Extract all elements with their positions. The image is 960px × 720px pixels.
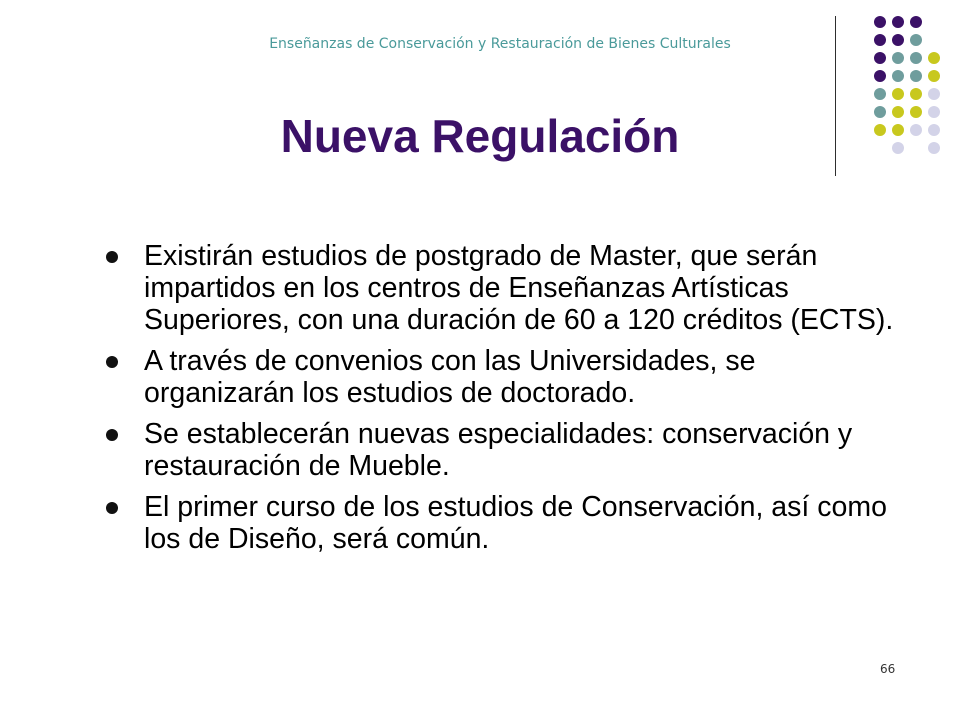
bullet-dot-icon [106,502,118,514]
decorative-dot [928,124,940,136]
course-header: Enseñanzas de Conservación y Restauración de Bienes Culturales [269,36,731,52]
bullet-item [104,240,904,336]
decorative-dot [892,142,904,154]
decorative-dot [910,106,922,118]
bullet-text: Existirán estudios de postgrado de Master, que serán impartidos en los centros de Enseñanzas Artísticas Superiores, con una duración de 60 a 120 créditos (ECTS). [144,240,894,336]
decorative-dot [892,52,904,64]
decorative-dot [910,52,922,64]
page-number: 66 [880,662,896,676]
decorative-dot [874,70,886,82]
decorative-dot [874,34,886,46]
decorative-dot [928,142,940,154]
decorative-dot [910,88,922,100]
decorative-dot [910,16,922,28]
decorative-dot [892,16,904,28]
decorative-dot [892,34,904,46]
decorative-dot [928,52,940,64]
bullet-list [104,240,904,564]
decorative-dot [910,70,922,82]
decorative-dot [928,70,940,82]
decorative-divider-line [835,16,836,176]
decorative-dot [910,124,922,136]
bullet-text: Se establecerán nuevas especialidades: conservación y restauración de Mueble. [144,418,853,482]
bullet-dot-icon [106,356,118,368]
bullet-item [104,418,904,482]
decorative-dot [874,52,886,64]
bullet-text: A través de convenios con las Universidades, se organizarán los estudios de doctorado. [144,345,756,409]
decorative-dot [910,34,922,46]
decorative-dot [874,106,886,118]
decorative-dot [874,16,886,28]
decorative-dot [928,106,940,118]
bullet-item [104,345,904,409]
slide-title: Nueva Regulación [280,110,680,162]
bullet-dot-icon [106,251,118,263]
bullet-dot-icon [106,429,118,441]
decorative-dot [892,88,904,100]
bullet-item [104,491,904,555]
decorative-dot [892,70,904,82]
bullet-text: El primer curso de los estudios de Conservación, así como los de Diseño, será común. [144,491,887,555]
decorative-dot [928,88,940,100]
decorative-dot [874,124,886,136]
decorative-dot [874,88,886,100]
decorative-dot [892,106,904,118]
decorative-dot [892,124,904,136]
